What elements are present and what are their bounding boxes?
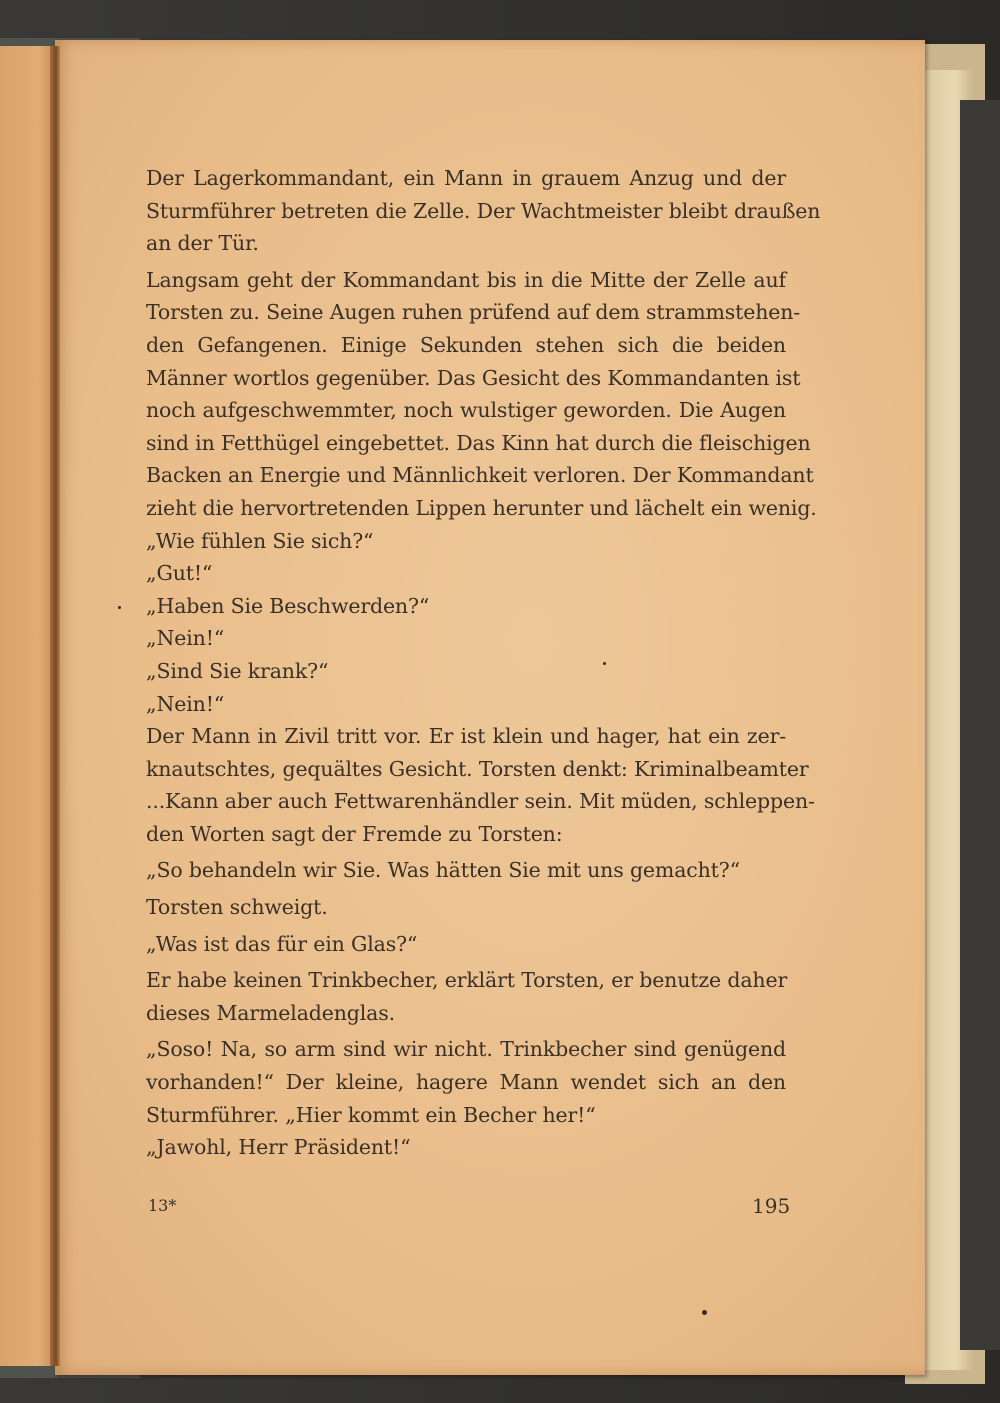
text-line: noch aufgeschwemmter, noch wulstiger geworden. Die Augen [146, 398, 786, 423]
paper-speck [118, 606, 121, 609]
cover-back-edge [960, 100, 1000, 1350]
text-line: zieht die hervortretenden Lippen herunter und lächelt ein wenig. [146, 495, 817, 520]
book-gutter [50, 46, 60, 1366]
text-line: Er habe keinen Trinkbecher, erklärt Torsten, er benutze daher [146, 968, 788, 993]
text-line: sind in Fetthügel eingebettet. Das Kinn hat durch die fleischigen [146, 430, 811, 455]
paper-speck [603, 662, 606, 665]
text-line: „Wie fühlen Sie sich?“ [146, 528, 374, 553]
text-line: vorhanden!“ Der kleine, hagere Mann wendet sich an den [146, 1070, 786, 1095]
text-line: Backen an Energie und Männlichkeit verloren. Der Kommandant [146, 463, 814, 488]
paper-speck [702, 1310, 707, 1315]
text-line: Sturmführer. „Hier kommt ein Becher her!“ [146, 1102, 596, 1127]
text-line: „Nein!“ [146, 691, 225, 716]
page-body-text [146, 162, 821, 1164]
text-line: „Soso! Na, so arm sind wir nicht. Trinkbecher sind genügend [146, 1037, 786, 1062]
text-line: an der Tür. [146, 231, 259, 256]
text-line: „So behandeln wir Sie. Was hätten Sie mit uns gemacht?“ [146, 858, 740, 883]
text-line: ...Kann aber auch Fettwarenhändler sein. Mit müden, schleppen- [146, 789, 815, 814]
text-line: „Nein!“ [146, 626, 225, 651]
text-line: „Jawohl, Herr Präsident!“ [146, 1135, 411, 1160]
text-line: Sturmführer betreten die Zelle. Der Wachtmeister bleibt draußen [146, 198, 821, 223]
text-line: Torsten schweigt. [146, 895, 328, 920]
text-line: „Gut!“ [146, 561, 213, 586]
text-line: knautschtes, gequältes Gesicht. Torsten denkt: Kriminalbeamter [146, 756, 809, 781]
text-line: Männer wortlos gegenüber. Das Gesicht des Kommandanten ist [146, 365, 801, 390]
text-line: „Haben Sie Beschwerden?“ [146, 593, 430, 618]
text-line: Der Mann in Zivil tritt vor. Er ist klein und hager, hat ein zer- [146, 724, 786, 749]
text-line: Langsam geht der Kommandant bis in die Mitte der Zelle auf [146, 267, 786, 292]
signature-mark: 13* [148, 1196, 177, 1215]
text-line: Der Lagerkommandant, ein Mann in grauem Anzug und der [146, 166, 786, 190]
page-number: 195 [752, 1194, 791, 1218]
text-line: den Gefangenen. Einige Sekunden stehen sich die beiden [146, 332, 786, 357]
text-line: dieses Marmeladenglas. [146, 1000, 395, 1025]
text-line: „Sind Sie krank?“ [146, 658, 329, 683]
text-line: den Worten sagt der Fremde zu Torsten: [146, 821, 563, 846]
previous-page-sliver [0, 46, 54, 1366]
text-line: Torsten zu. Seine Augen ruhen prüfend auf dem strammstehen- [146, 300, 801, 325]
text-line: „Was ist das für ein Glas?“ [146, 931, 418, 956]
